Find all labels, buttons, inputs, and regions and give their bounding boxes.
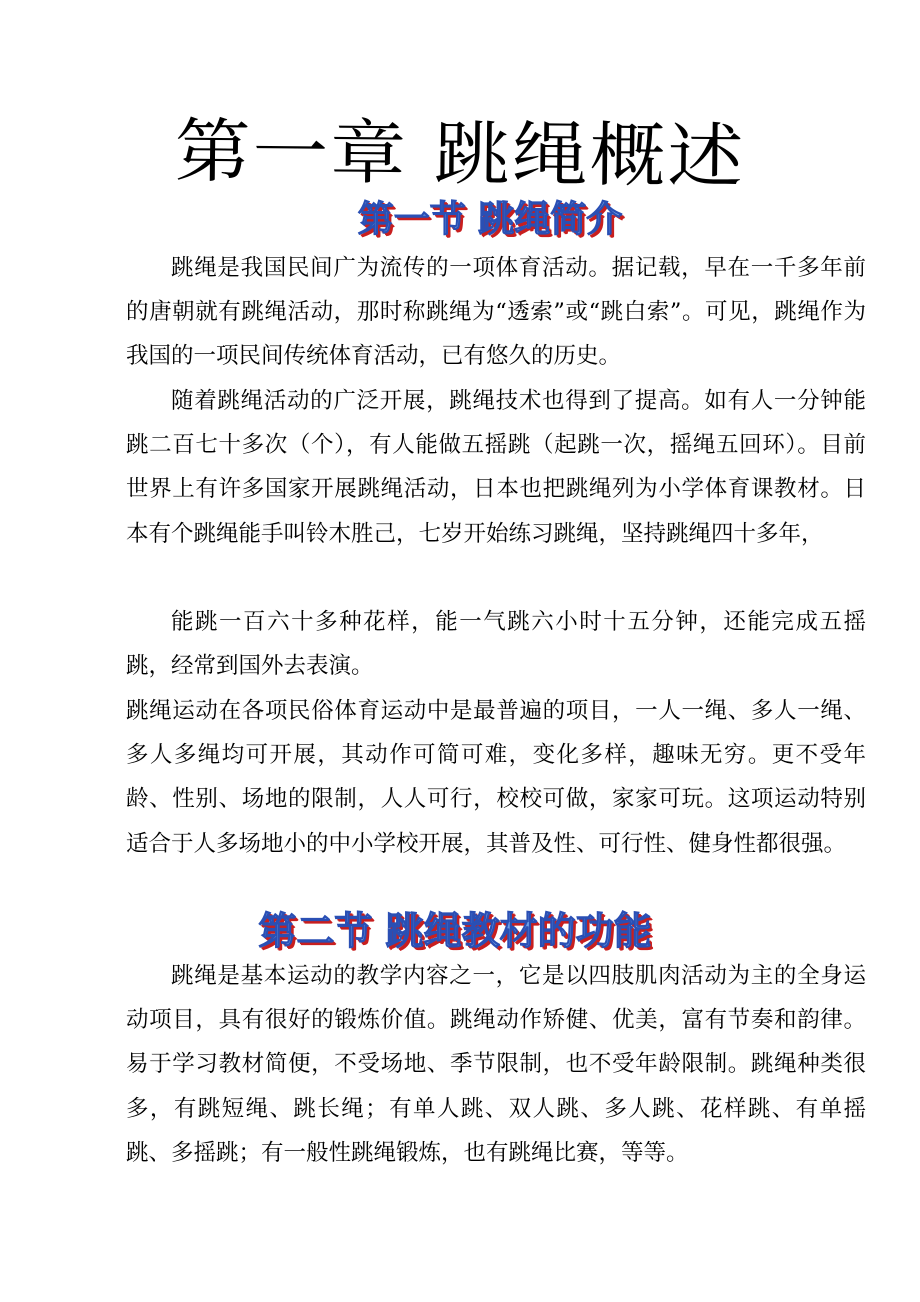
section-title-intro: 第一节 跳绳简介 [357, 199, 623, 240]
paragraph: 跳绳是我国民间广为流传的一项体育活动。据记载，早在一千多年前的唐朝就有跳绳活动，那时称跳绳为“透索”或“跳白索”。可见，跳绳作为我国的一项民间传统体育活动，已有悠久的历史。 [126, 255, 866, 370]
paragraph: 跳绳运动在各项民俗体育运动中是最普遍的项目，一人一绳、多人一绳、多人多绳均可开展，其动作可简可难，变化多样，趣味无穷。更不受年龄、性别、场地的限制，人人可行，校校可做，家家可玩。这项运动特别适合于人多场地小的中小学校开展，其普及性、可行性、健身性都很强。 [126, 698, 866, 857]
paragraph: 能跳一百六十多种花样，能一气跳六小时十五分钟，还能完成五摇跳，经常到国外去表演。 [126, 609, 866, 680]
chapter-title: 第一章 跳绳概述 [174, 110, 746, 198]
paragraph: 随着跳绳活动的广泛开展，跳绳技术也得到了提高。如有人一分钟能跳二百七十多次（个），有人能做五摇跳（起跳一次，摇绳五回环）。目前世界上有许多国家开展跳绳活动，日本也把跳绳列为小学体育课教材。日本有个跳绳能手叫铃木胜己，七岁开始练习跳绳，坚持跳绳四十多年， [126, 388, 866, 547]
section-title-function: 第二节 跳绳教材的功能 [258, 909, 652, 953]
paragraph: 跳绳是基本运动的教学内容之一，它是以四肢肌肉活动为主的全身运动项目，具有很好的锻炼价值。跳绳动作矫健、优美，富有节奏和韵律。易于学习教材简便，不受场地、季节限制，也不受年龄限制。跳绳种类很多，有跳短绳、跳长绳；有单人跳、双人跳、多人跳、花样跳、有单摇跳、多摇跳；有一般性跳绳锻炼，也有跳绳比赛，等等。 [126, 963, 866, 1166]
